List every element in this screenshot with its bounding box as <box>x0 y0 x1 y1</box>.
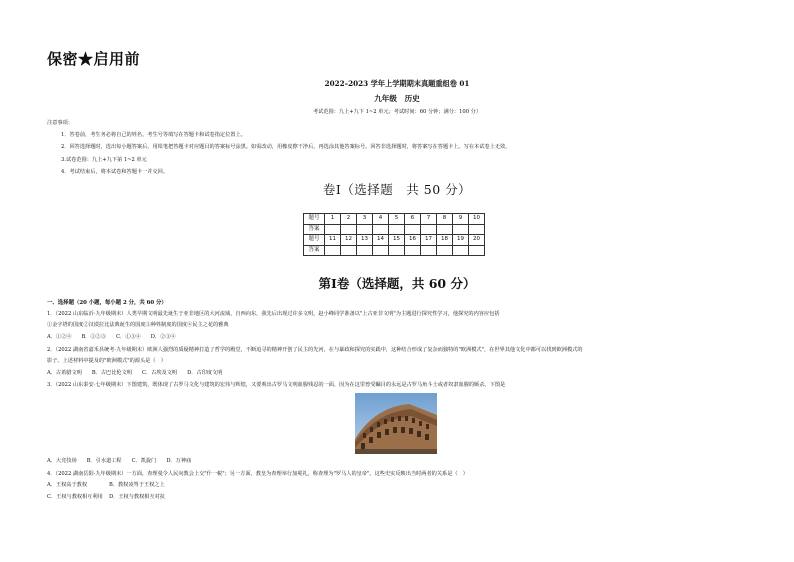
exam-info: 考试范围：九上+九下 1~2 单元；考试时间：60 分钟；满分：100 分） <box>312 109 482 115</box>
answer-cell <box>341 245 357 256</box>
cell: 6 <box>405 214 421 225</box>
section-heading: 一、选择题（20 小题，每小题 2 分，共 60 分） <box>47 300 167 306</box>
cell: 3 <box>357 214 373 225</box>
option-d: D．古印度文明 <box>187 370 223 376</box>
answer-cell <box>437 224 453 235</box>
answer-cell <box>421 224 437 235</box>
answer-cell <box>325 245 341 256</box>
row-label: 答案 <box>304 245 325 256</box>
notice-item: 2．回答选择题时，选出每小题答案后，用铅笔把答题卡对应题目的答案标号涂黑。如需改动，用橡皮擦干净后，再选涂其他答案标号。回答非选择题时，将答案写在答题卡上。写在本试卷上无效。 <box>61 144 511 150</box>
option-a: A．王权高于教权 <box>47 482 88 488</box>
notice-title: 注意事项： <box>47 120 73 126</box>
answer-cell <box>325 224 341 235</box>
cell: 19 <box>453 235 469 246</box>
cell: 11 <box>325 235 341 246</box>
question-4-stem: 4．（2022 湖南岳阳·九年级期末）一方面，查理曼令人民向教会上交"什一税"；另一方面，教皇为查理举行加冕礼，称查理为"罗马人的皇帝"。这些史实反映出当时两者的关系是（ ） <box>47 471 468 477</box>
cell: 7 <box>421 214 437 225</box>
exam-title: 2022–2023 学年上学期期末真题重组卷 01 <box>324 79 470 88</box>
option-c: C．凯旋门 <box>131 458 157 464</box>
option-d: D．②③④ <box>150 334 176 340</box>
question-2-options <box>47 370 232 377</box>
confidential-mark: 保密★启用前 <box>47 50 141 68</box>
cell: 15 <box>389 235 405 246</box>
notice-item: 3.试卷范围：九上+九下第 1~2 单元 <box>61 157 147 163</box>
cell: 12 <box>341 235 357 246</box>
answer-cell <box>373 245 389 256</box>
option-b: B．①②③ <box>81 334 107 340</box>
answer-cell <box>437 245 453 256</box>
option-c: C．①③④ <box>116 334 141 340</box>
cell: 4 <box>373 214 389 225</box>
question-1-stem: 1．（2022 山东临沂·九年级期末）人类早期文明最先诞生于亚非地区的大河流域，自西向东，我先后出现过许多文明，赵小峰同学准备以"上古亚非文明"为主题进行探究性学习，他探究的内容应包括 <box>47 311 500 317</box>
cell: 17 <box>421 235 437 246</box>
option-a: A．古希腊文明 <box>47 370 82 376</box>
cell: 13 <box>357 235 373 246</box>
option-d: D．王权与教权相互对抗 <box>109 494 166 500</box>
cell: 9 <box>453 214 469 225</box>
volume2-title: 第Ⅰ卷（选择题，共 60 分） <box>318 276 476 291</box>
option-a: A．大竞技场 <box>47 458 77 464</box>
row-label: 题号 <box>304 235 325 246</box>
row-label: 答案 <box>304 224 325 235</box>
cell: 20 <box>469 235 485 246</box>
question-1-options <box>47 334 186 341</box>
colosseum-photo <box>355 393 437 454</box>
answer-cell <box>469 224 485 235</box>
question-2-stem-cont: 影子。上述材料中提及的"欧洲模式"的源头是（ ） <box>47 358 166 364</box>
notice-item: 1．答卷前，考生务必将自己的姓名、考生号等填写在答题卡和试卷指定位置上。 <box>61 132 246 138</box>
cell: 14 <box>373 235 389 246</box>
cell: 10 <box>469 214 485 225</box>
option-c: C．古埃及文明 <box>142 370 178 376</box>
volume1-title: 卷Ⅰ（选择题 共 50 分） <box>322 182 472 197</box>
cell: 16 <box>405 235 421 246</box>
answer-cell <box>389 224 405 235</box>
answer-cell <box>373 224 389 235</box>
answer-cell <box>421 245 437 256</box>
answer-cell <box>341 224 357 235</box>
question-3-options <box>47 458 201 465</box>
cell: 18 <box>437 235 453 246</box>
question-1-items: ①金字塔的国度②汉谟拉比法典诞生的国度③种姓制度的国度④民主之花的雅典 <box>47 322 229 328</box>
exam-subtitle: 九年级 历史 <box>374 94 420 103</box>
row-label: 题号 <box>304 214 325 225</box>
answer-table <box>303 213 485 256</box>
option-a: A．①②④ <box>47 334 72 340</box>
cell: 8 <box>437 214 453 225</box>
option-c: C．王权与教权相互利用 <box>47 494 103 500</box>
notice-item: 4．考试结束后，将本试卷和答题卡一并交回。 <box>61 169 169 175</box>
option-b: B．引水道工程 <box>86 458 122 464</box>
answer-cell <box>357 245 373 256</box>
cell: 1 <box>325 214 341 225</box>
question-2-stem: 2．（2022 湖南省嘉禾县统考·九年级期末）欧洲人强烈的质疑精神打造了哲学的殿堂，不断追寻的精神开创了民主的先河，在与暴政和探究的实践中，这种结合形成了复杂而独特的"欧洲模式"，在世界其他文化中都可以找到欧洲模式的 <box>47 347 583 353</box>
answer-cell <box>357 224 373 235</box>
option-b: B．教权凌驾于王权之上 <box>109 482 165 488</box>
question-3-stem: 3．（2022 山东泰安·七年级期末）下图建筑，既体现了古罗马文化与建筑的宏伟与辉煌，又要观出古罗马文明血腥残忍的一面，因为在这里曾受瞩目的永远是古罗马角斗士或者奴隶血腥的厮杀。下图是 <box>47 382 506 388</box>
answer-cell <box>405 245 421 256</box>
option-d: D．万神庙 <box>166 458 192 464</box>
cell: 2 <box>341 214 357 225</box>
option-b: B．古巴比伦文明 <box>91 370 132 376</box>
answer-cell <box>405 224 421 235</box>
answer-cell <box>453 245 469 256</box>
answer-cell <box>469 245 485 256</box>
cell: 5 <box>389 214 405 225</box>
answer-cell <box>453 224 469 235</box>
answer-cell <box>389 245 405 256</box>
